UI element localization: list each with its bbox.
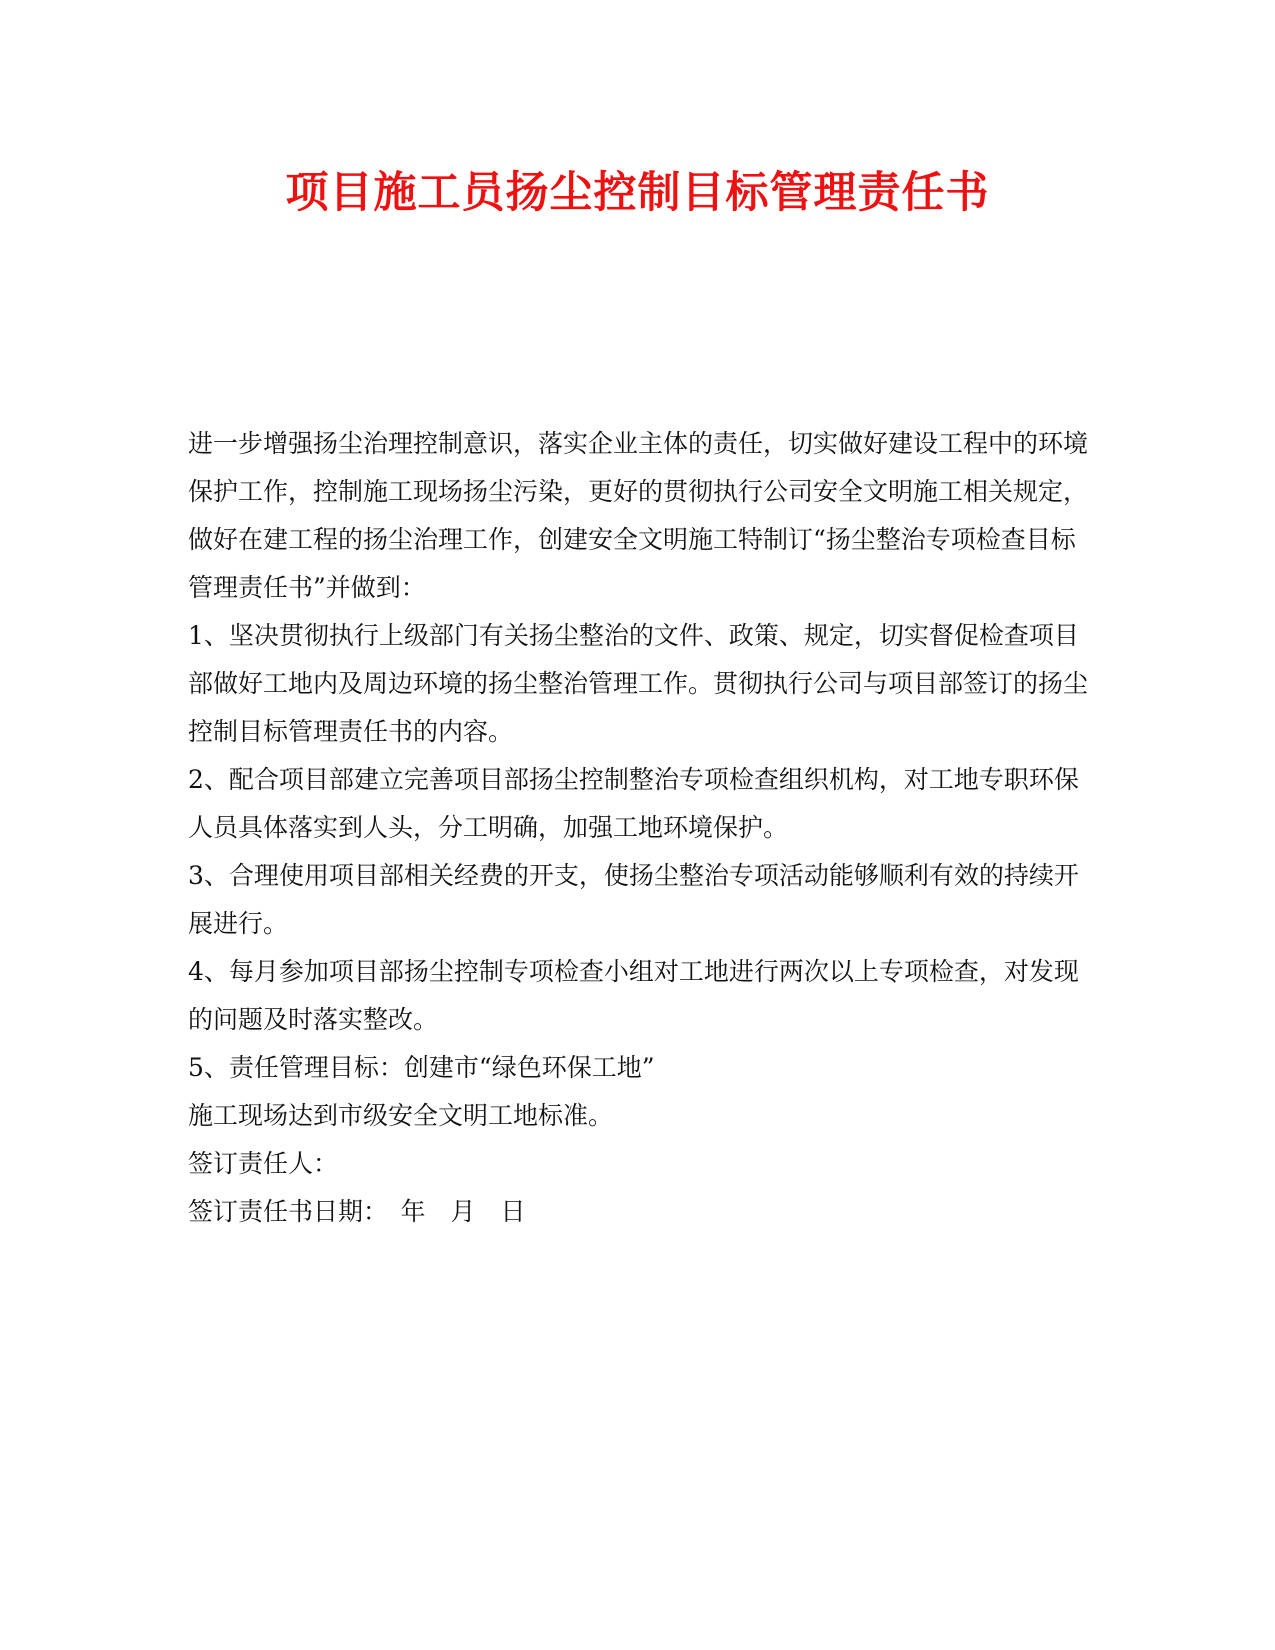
clause-5: 5、责任管理目标：创建市“绿色环保工地” xyxy=(188,1053,655,1082)
clause-3: 3、合理使用项目部相关经费的开支，使扬尘整治专项活动能够顺利有效的持续开展进行。 xyxy=(188,861,1079,938)
clause-4: 4、每月参加项目部扬尘控制专项检查小组对工地进行两次以上专项检查，对发现的问题及时落实整改。 xyxy=(188,957,1079,1034)
intro-paragraph: 进一步增强扬尘治理控制意识，落实企业主体的责任，切实做好建设工程中的环境保护工作，控制施工现场扬尘污染，更好的贯彻执行公司安全文明施工相关规定，做好在建工程的扬尘治理工作，创建安全文明施工特制订“扬尘整治专项检查目标管理责任书”并做到： xyxy=(188,429,1089,602)
document-title: 项目施工员扬尘控制目标管理责任书 xyxy=(285,168,990,218)
signing-date-line: 签订责任书日期： 年 月 日 xyxy=(188,1197,526,1226)
clause-2: 2、配合项目部建立完善项目部扬尘控制整治专项检查组织机构，对工地专职环保人员具体落实到人头，分工明确，加强工地环境保护。 xyxy=(188,765,1079,842)
signatory-line: 签订责任人： xyxy=(188,1149,339,1178)
standard-line: 施工现场达到市级安全文明工地标准。 xyxy=(188,1101,614,1130)
clause-1: 1、坚决贯彻执行上级部门有关扬尘整治的文件、政策、规定，切实督促检查项目部做好工地内及周边环境的扬尘整治管理工作。贯彻执行公司与项目部签订的扬尘控制目标管理责任书的内容。 xyxy=(188,621,1089,746)
document-body xyxy=(188,420,1093,1236)
